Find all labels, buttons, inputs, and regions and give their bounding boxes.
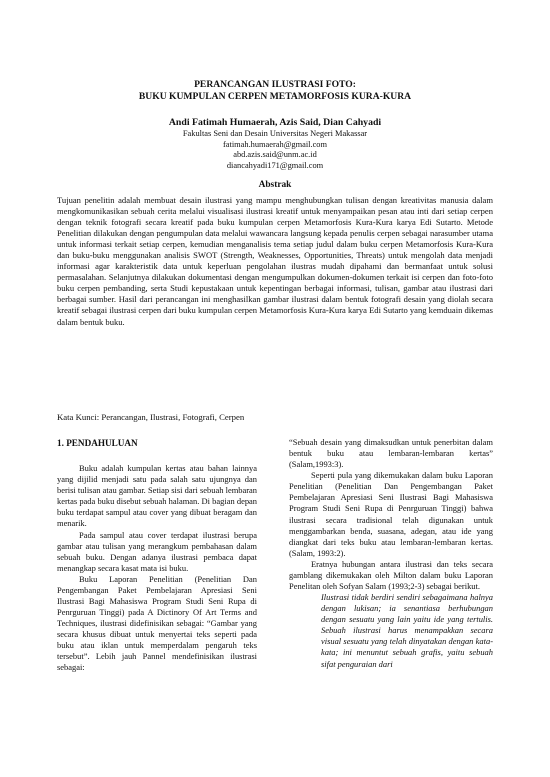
email-1: fatimah.humaerah@gmail.com <box>223 139 327 149</box>
author-list: Andi Fatimah Humaerah, Azis Said, Dian Cahyadi <box>168 117 382 128</box>
body-paragraph: Buku adalah kumpulan kertas atau bahan lainnya yang dijilid menjadi satu pada salah satu ujungnya dan berisi tulisan atau gambar. Setiap sisi dari sebuah lembaran kertas pada buku disebut sebuah halaman. Di bagian depan buku terdapat sampul atau cover yang dibuat beragam dan menarik. <box>57 463 257 529</box>
body-paragraph: Eratnya hubungan antara ilustrasi dan teks secara gamblang dikemukakan oleh Milton dalam buku Laporan Penelitan oleh Sofyan Salam (1993;2-3) sebagai berikut. <box>289 558 493 592</box>
email-3: diancahyadi171@gmail.com <box>226 160 324 170</box>
body-paragraph: “Sebuah desain yang dimaksudkan untuk penerbitan dalam bentuk buku atau lembaran-lembaran kertas” (Salam,1993:3). <box>289 437 493 470</box>
section-heading: 1. PENDAHULUAN <box>57 438 138 448</box>
body-column-left <box>57 438 257 674</box>
abstract-heading: Abstrak <box>258 180 292 190</box>
affiliation: Fakultas Seni dan Desain Universitas Negeri Makassar <box>182 129 368 138</box>
abstract-text: Tujuan penelitin adalah membuat desain ilustrasi yang mampu menghubungkan tulisan dengan kreativitas manusia dalam mengkomunikasikan sebuah cerita melalui visualisasi ilustrasi kreatif untuk menyampaikan pesan atau inti dari setiap cerpen dengan teknik fotografi secara kreatif pada buku kumpulan cerpen Metamorfosis Kura-Kura karya Edi Sutarto. Metode Penelitian dilakukan dengan pengumpulan data melalui wawancara langsung kepada penulis cerpen sebagai narasumber utama untuk informasi terkait setiap cerpen, kemudian menganalisis tema setiap judul dalam buku cerpen Metamorfosis Kura-Kura dan buku-buku menggunakan analisis SWOT (Strength, Weaknesses, Opportunities, Threats) untuk mengolah data menjadi informasi agar karakteristik data untuk keperluan pengolahan ilustras mudah dipahami dan bermanfaat untuk solusi permasalahan. Selanjutnya dilakukan dokumentasi dengan mengumpulkan dokumen-dokumen terkait isi cerpen dan foto-foto buku cerpen pembanding, serta Studi kepustakaan untuk kepentingan berbagai informasi, tulisan, gambar atau ilustrasi dari berbagai sumber. Hasil dari perancangan ini menghasilkan gambar ilustrasi dalam bentuk fotografi desain yang diolah secara kreatif sebagai ilustrasi cerpen dari buku kumpulan cerpen Metamorfosis Kura-Kura karya Edi Sutarto yang kemduain dikemas dalam bentuk buku. <box>57 195 493 327</box>
author-info <box>60 129 490 171</box>
body-paragraph: Seperti pula yang dikemukakan dalam buku Laporan Penelitian (Penelitian Dan Pengembangan Paket Pembelajaran Apresiasi Seni Ilustrasi Bagi Mahasiswa Program Studi Seni Rupa di Penrguruan Tinggi) bahwa ilustrasi secara tradisional telah digunakan untuk menggambarkan benda, suasana, adegan, atau ide yang diangkat dari teks buku atau lembaran-lembaran kertas. (Salam, 1993:2). <box>289 470 493 558</box>
title-line-1: PERANCANGAN ILUSTRASI FOTO: <box>194 79 356 90</box>
block-quote: Ilustrasi tidak berdiri sendiri sebagaimana halnya dengan lukisan; ia senantiasa berhubungan dengan sesuatu yang lain yaitu ide yang tertulis. Sebuah ilustrasi harus menampakkan secara visual sesuatu yang telah dinyatakan dengan kata-kata; ini menuntut sebuah grafis, yaitu sebuah sifat penguraian dari <box>321 592 493 669</box>
body-column-right <box>289 437 493 670</box>
title-line-2: BUKU KUMPULAN CERPEN METAMORFOSIS KURA-KURA <box>138 90 412 102</box>
body-paragraph: Pada sampul atau cover terdapat ilustrasi berupa gambar atau tulisan yang merangkum pembahasan dalam sebuah buku. Dengan adanya ilustrasi pembaca dapat menangkap secara kasat mata isi buku. <box>57 529 257 573</box>
keywords: Kata Kunci: Perancangan, Ilustrasi, Fotografi, Cerpen <box>57 412 245 422</box>
email-2: abd.azis.said@unm.ac.id <box>233 150 317 160</box>
paper-title <box>60 79 490 102</box>
body-paragraph: Buku Laporan Penelitian (Penelitian Dan Pengembangan Paket Pembelajaran Apresiasi Seni Ilustrasi Bagi Mahasiswa Program Studi Seni Rupa di Penrguruan Tinggi) pada A Dictinory Of Art Terms and Techniques, ilustrasi didefinisikan sebagai: “Gambar yang secara khusus dibuat untuk menyertai teks seperti pada buku atau iklan untuk memperdalam pengaruh teks tersebut”. Lebih jauh Pannel mendefinisikan ilustrasi sebagai: <box>57 573 257 673</box>
